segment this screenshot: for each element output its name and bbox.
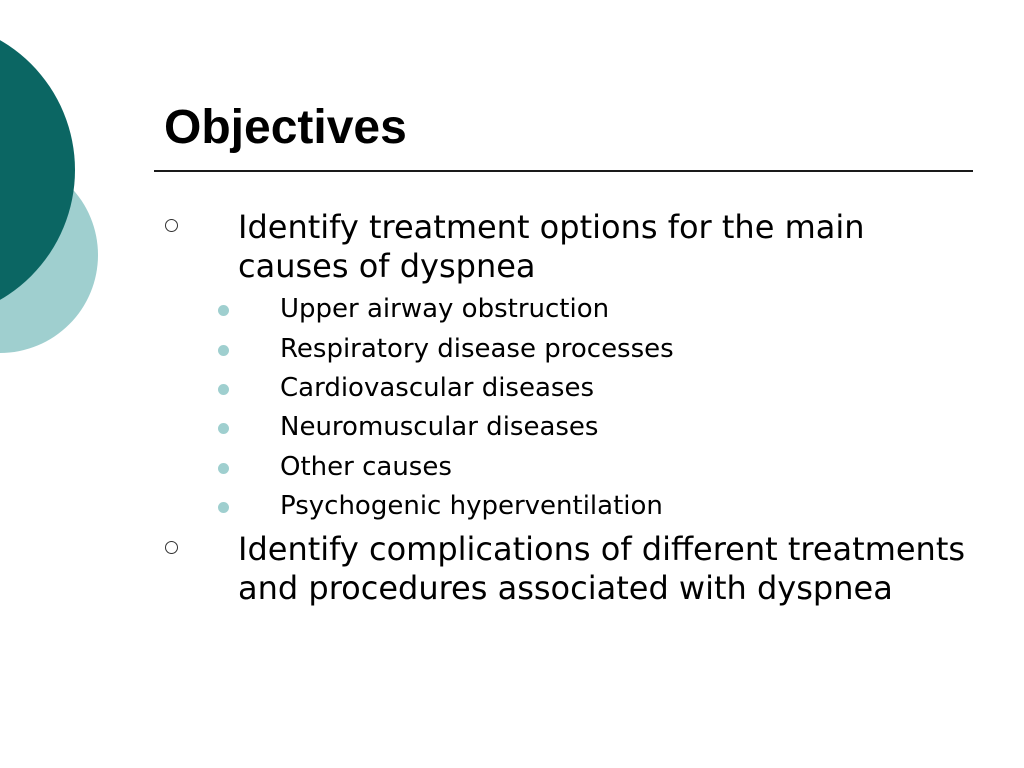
sub-item bbox=[280, 333, 674, 365]
sub-item-text: Neuromuscular diseases bbox=[280, 412, 599, 442]
dot-bullet-icon bbox=[218, 463, 229, 474]
sub-item bbox=[280, 451, 452, 483]
sub-item-text: Respiratory disease processes bbox=[280, 334, 674, 364]
objective-text: Identify complications of different treatments and procedures associated with dyspnea bbox=[238, 530, 966, 607]
title-underline bbox=[154, 170, 973, 172]
slide-title: Objectives bbox=[164, 101, 407, 154]
sub-item bbox=[280, 372, 594, 404]
objective-item bbox=[238, 530, 968, 607]
sub-item-text: Upper airway obstruction bbox=[280, 294, 610, 324]
dot-bullet-icon bbox=[218, 502, 229, 513]
objective-text: Identify treatment options for the main causes of dyspnea bbox=[238, 208, 865, 285]
sub-item-text: Cardiovascular diseases bbox=[280, 373, 594, 403]
dot-bullet-icon bbox=[218, 423, 229, 434]
objective-item bbox=[238, 208, 968, 285]
sub-item-text: Other causes bbox=[280, 452, 452, 482]
sub-item-text: Psychogenic hyperventilation bbox=[280, 491, 663, 521]
sub-item bbox=[280, 411, 598, 443]
sub-item bbox=[280, 490, 663, 522]
dot-bullet-icon bbox=[218, 345, 229, 356]
decorative-circles bbox=[0, 0, 110, 420]
dot-bullet-icon bbox=[218, 305, 229, 316]
hollow-circle-bullet-icon bbox=[165, 541, 178, 554]
hollow-circle-bullet-icon bbox=[165, 219, 178, 232]
sub-item bbox=[280, 293, 609, 325]
dot-bullet-icon bbox=[218, 384, 229, 395]
